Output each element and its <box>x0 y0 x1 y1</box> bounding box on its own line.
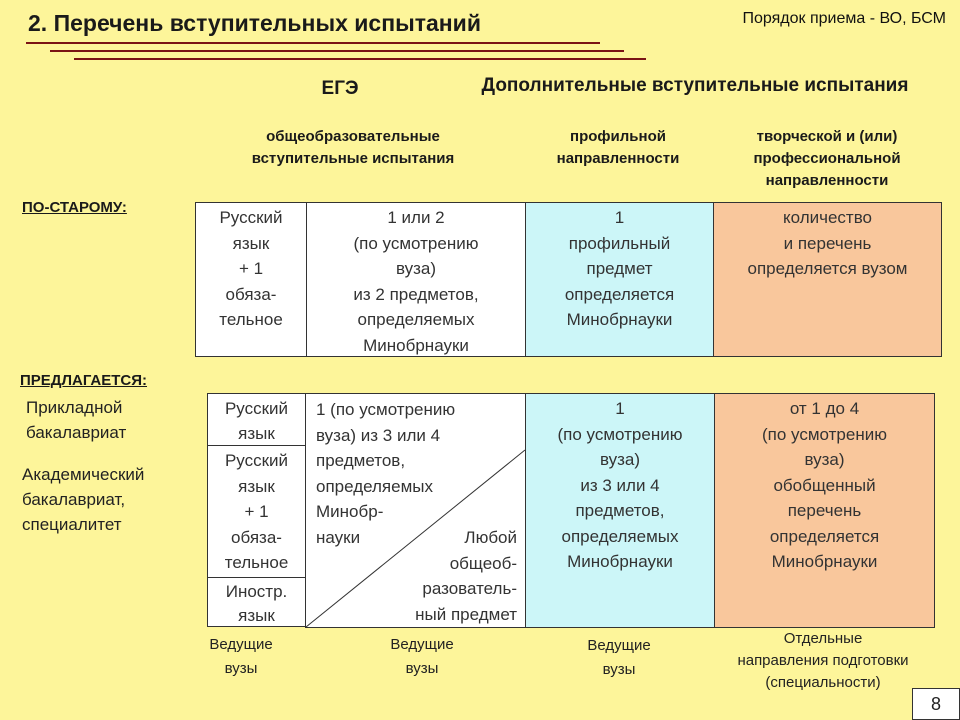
old-russian-cell: Русский язык + 1 обяза- тельное <box>195 202 307 357</box>
page-title: 2. Перечень вступительных испытаний <box>28 10 481 36</box>
old-label: ПО-СТАРОМУ: <box>22 199 127 216</box>
old-choice-cell: 1 или 2 (по усмотрению вуза) из 2 предметов, определяемых Минобрнауки <box>306 202 526 357</box>
leading-universities-caption: Ведущие вузы <box>390 636 454 677</box>
additional-header: Дополнительные вступительные испытания <box>481 75 909 96</box>
new-choice-upper-text: 1 (по усмотрению вуза) из 3 или 4 предметов, определяемых Минобр- науки <box>316 400 456 547</box>
old-profile-cell: 1 профильный предмет определяется Минобрнауки <box>525 202 714 357</box>
new-choice-cell <box>305 393 526 628</box>
leading-universities-caption: Ведущие вузы <box>587 637 651 678</box>
new-label: ПРЕДЛАГАЕТСЯ: <box>20 372 148 389</box>
creative-header: творческой и (или) профессиональной направленности <box>753 128 901 189</box>
title-underline <box>26 42 600 44</box>
title-underline <box>74 58 646 60</box>
page-number: 8 <box>912 688 960 720</box>
old-creative-cell: количество и перечень определяется вузом <box>713 202 942 357</box>
profile-header: профильной направленности <box>556 128 680 167</box>
general-header: общеобразовательные вступительные испытания <box>251 128 455 167</box>
new-creative-cell: от 1 до 4 (по усмотрению вуза) обобщенный перечень определяется Минобрнауки <box>714 393 935 628</box>
new-russian-cell: Русский язык <box>207 393 306 446</box>
academic-bachelor-label: Академический бакалавриат, специалитет <box>22 465 145 534</box>
leading-universities-caption: Ведущие вузы <box>209 636 273 677</box>
ege-header: ЕГЭ <box>321 78 359 99</box>
separate-directions-caption: Отдельные направления подготовки (специальности) <box>737 630 909 691</box>
applied-bachelor-label: Прикладной бакалавриат <box>26 398 127 442</box>
new-profile-cell: 1 (по усмотрению вуза) из 3 или 4 предметов, определяемых Минобрнауки <box>525 393 715 628</box>
new-russian-plus-cell: Русский язык + 1 обяза- тельное <box>207 445 306 578</box>
new-foreign-language-cell: Иностр. язык <box>207 577 306 627</box>
section-caption: Порядок приема - ВО, БСМ <box>742 10 946 27</box>
new-choice-lower-text: Любой общеоб- разователь- ный предмет <box>415 528 517 624</box>
title-underline <box>50 50 624 52</box>
